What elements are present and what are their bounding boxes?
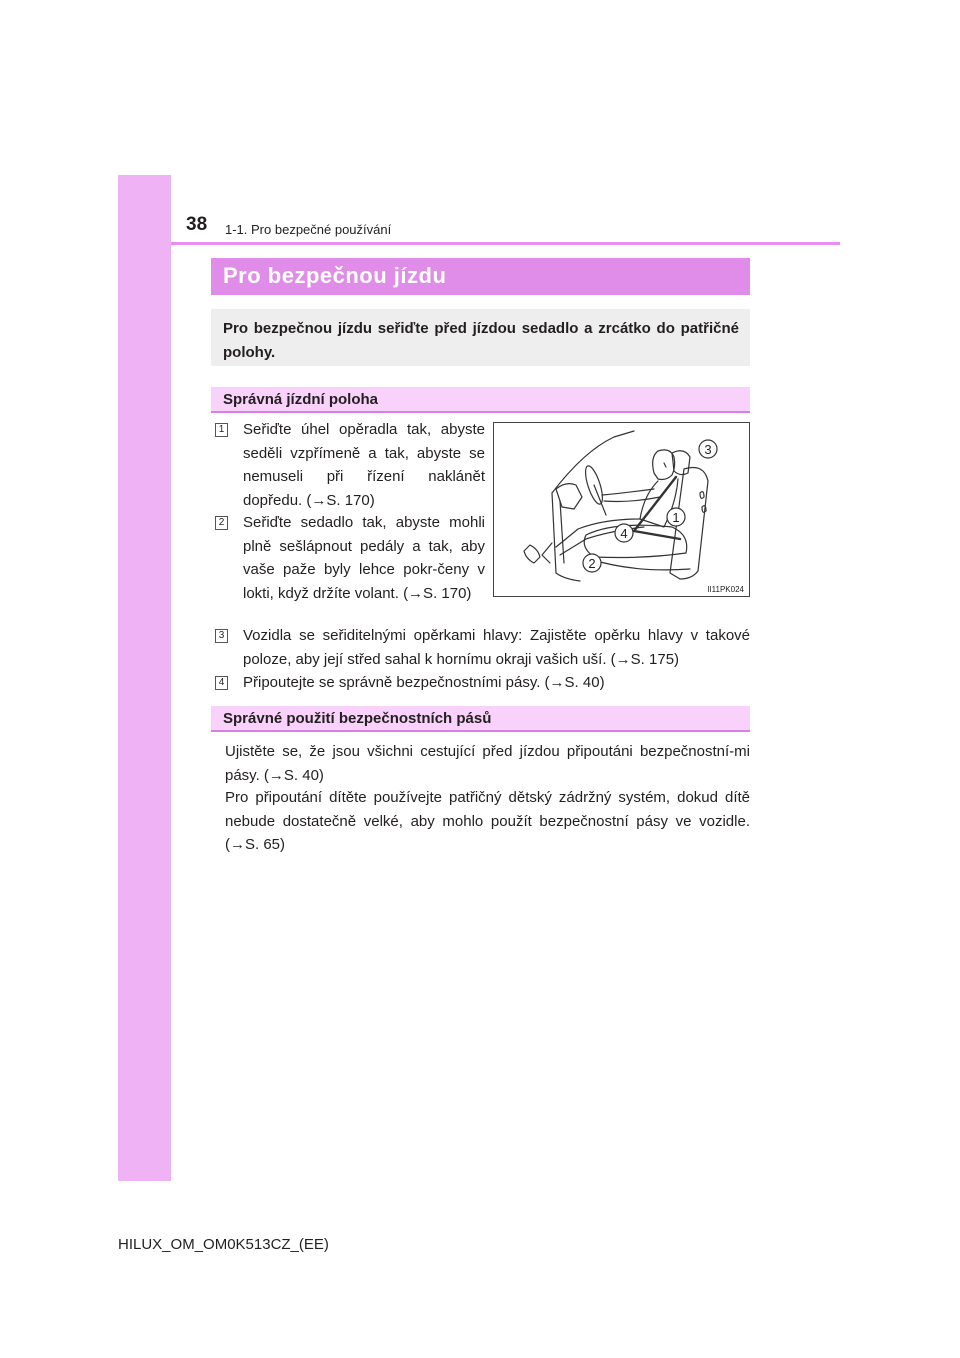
subheading-driving-position	[211, 387, 750, 413]
figure-code: II11PK024	[707, 585, 744, 594]
item-text-2: Seřiďte sedadlo tak, abyste mohli plně sešlápnout pedály a tak, aby vaše paže byly lehce pokr-čeny v lokti, když držíte volant. (→S. 170)	[243, 514, 485, 602]
section-path: 1-1. Pro bezpečné používání	[225, 222, 392, 237]
seatbelt-paragraph-1: Ujistěte se, že jsou všichni cestující před jízdou připoutáni bezpečnostní-mi pásy. (→S. 40)	[225, 743, 750, 784]
subheading-seatbelt-use	[211, 706, 750, 732]
item-text-3: Vozidla se seřiditelnými opěrkami hlavy: Zajistěte opěrku hlavy v takové poloze, aby její střed sahal k hornímu okraji vašich uší. (→S. 175)	[243, 627, 750, 668]
callout-label-3: 3	[704, 442, 712, 457]
item-number-3: 3	[215, 629, 228, 643]
sidebar-tab	[118, 175, 171, 1181]
page-title: Pro bezpečnou jízdu	[223, 263, 447, 288]
seatbelt-paragraph-2: Pro připoutání dítěte používejte patřičný dětský zádržný systém, dokud dítě nebude dostatečně velké, aby mohlo použít bezpečnostní pásy ve vozidle. (→S. 65)	[225, 789, 750, 853]
title-bar	[211, 258, 750, 295]
callout-label-2: 2	[588, 556, 596, 571]
driving-position-figure	[493, 422, 750, 597]
header-rule	[171, 242, 840, 245]
callout-label-4: 4	[620, 526, 628, 541]
footer-doc-code: HILUX_OM_OM0K513CZ_(EE)	[118, 1236, 329, 1253]
item-number-1: 1	[215, 423, 228, 437]
item-number-2: 2	[215, 516, 228, 530]
intro-box	[211, 309, 750, 366]
item-text-1: Seřiďte úhel opěradla tak, abyste seděli vzpřímeně a tak, abyste se nemuseli při řízení naklánět dopředu. (→S. 170)	[243, 421, 485, 509]
item-number-4: 4	[215, 676, 228, 690]
subheading-text: Správné použití bezpečnostních pásů	[223, 710, 492, 727]
driver-seat-illustration	[494, 423, 749, 596]
intro-text: Pro bezpečnou jízdu seřiďte před jízdou sedadlo a zrcátko do patřičné polohy.	[223, 320, 739, 361]
item-text-4: Připoutejte se správně bezpečnostními pásy. (→S. 40)	[243, 674, 605, 691]
page-number: 38	[186, 214, 208, 235]
subheading-text: Správná jízdní poloha	[223, 391, 379, 408]
callout-label-1: 1	[672, 510, 680, 525]
